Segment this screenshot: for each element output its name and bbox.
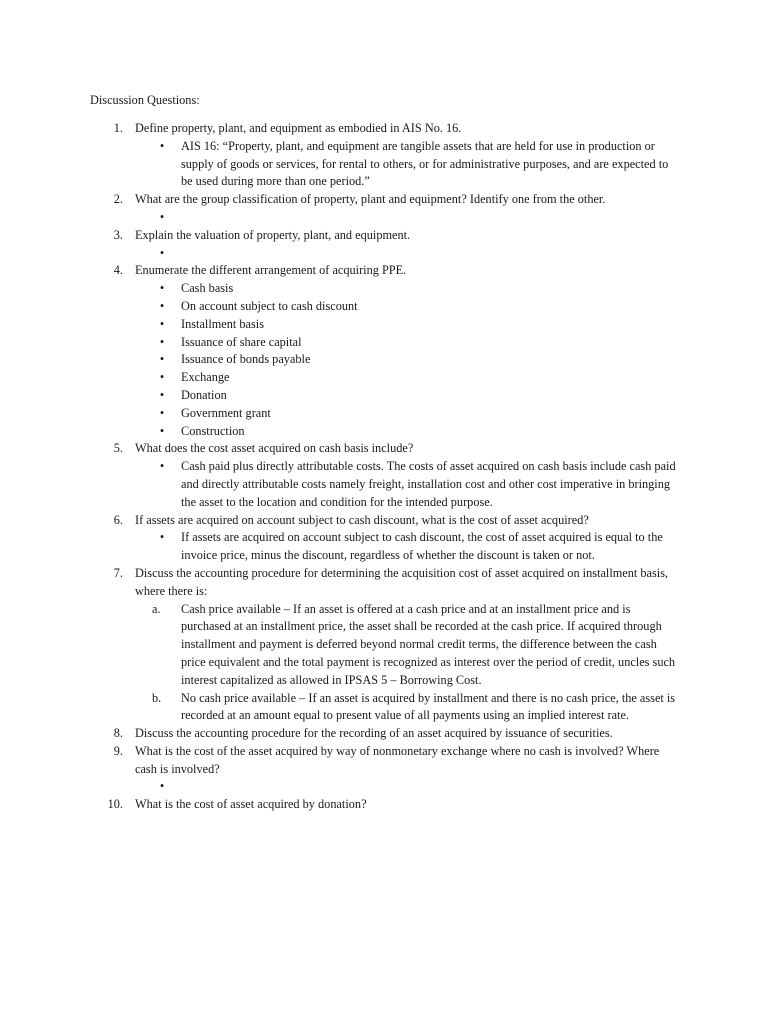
question-text: Discuss the accounting procedure for the recording of an asset acquired by issuance of securities. <box>135 726 613 741</box>
bullet-icon: • <box>159 209 165 224</box>
question-4 <box>0 262 675 280</box>
answer-text: Cash paid plus directly attributable costs. The costs of asset acquired on cash basis include cash paid and directly attributable costs namely freight, installation cost and other cost imperative in bringing the asset to the location and condition for the intended purpose. <box>181 459 676 509</box>
question-number: 3. <box>113 227 123 242</box>
question-list <box>0 120 768 814</box>
question-number: 2. <box>113 192 123 207</box>
question-10 <box>0 796 675 814</box>
list-item <box>0 369 676 387</box>
answer-bullet <box>0 458 676 511</box>
answer-bullet <box>0 778 676 796</box>
list-item-text: Cash basis <box>181 281 234 296</box>
list-item <box>0 280 676 298</box>
bullet-icon: • <box>159 352 165 367</box>
list-item <box>0 405 676 423</box>
question-number: 10. <box>107 797 123 812</box>
question-text: What is the cost of asset acquired by donation? <box>135 797 367 812</box>
answer-bullet <box>0 529 676 565</box>
list-item-text: Government grant <box>181 405 271 420</box>
bullet-icon: • <box>159 138 165 153</box>
list-item-text: On account subject to cash discount <box>181 298 358 313</box>
lettered-item-text: Cash price available – If an asset is offered at a cash price and at an installment price and is purchased at an installment price, the asset shall be recorded at the cash price. If acquired through installment and payment is deferred beyond normal credit terms, the difference between the cash price equivalent and the total payment is recognized as interest over the period of credit, uncles such interest capitalized as allowed in IPSAS 5 – Borrowing Cost. <box>181 601 676 687</box>
question-5 <box>0 440 675 458</box>
lettered-item-b <box>0 690 676 726</box>
item-letter: a. <box>152 601 161 616</box>
question-number: 8. <box>113 726 123 741</box>
question-number: 9. <box>113 743 123 758</box>
answer-bullet <box>0 209 676 227</box>
question-text: Define property, plant, and equipment as embodied in AIS No. 16. <box>135 121 462 135</box>
list-item-text: Exchange <box>181 370 230 385</box>
answer-bullet <box>0 138 676 191</box>
question-number: 4. <box>113 263 123 278</box>
question-6 <box>0 512 675 530</box>
bullet-icon: • <box>159 316 165 331</box>
answer-text: If assets are acquired on account subject to cash discount, the cost of asset acquired is equal to the invoice price, minus the discount, regardless of whether the discount is taken or not. <box>181 530 663 563</box>
question-number: 7. <box>113 565 123 580</box>
bullet-icon: • <box>159 530 165 545</box>
bullet-icon: • <box>159 779 165 794</box>
list-item-text: Issuance of share capital <box>181 334 302 349</box>
list-item-text: Construction <box>181 423 245 438</box>
bullet-icon: • <box>159 245 165 260</box>
question-text: Discuss the accounting procedure for determining the acquisition cost of asset acquired on installment basis, where there is: <box>135 565 669 598</box>
question-text: What are the group classification of property, plant and equipment? Identify one from the other. <box>135 192 606 207</box>
answer-bullet <box>0 245 676 263</box>
question-number: 6. <box>113 512 123 527</box>
question-number: 1. <box>113 121 123 135</box>
question-text: What is the cost of the asset acquired by way of nonmonetary exchange where no cash is involved? Where cash is involved? <box>135 743 660 776</box>
question-9 <box>0 743 675 779</box>
bullet-icon: • <box>159 370 165 385</box>
list-item-text: Donation <box>181 387 227 402</box>
list-item <box>0 387 676 405</box>
section-heading: Discussion Questions: <box>90 93 200 107</box>
bullet-icon: • <box>159 423 165 438</box>
bullet-icon: • <box>159 459 165 474</box>
bullet-icon: • <box>159 298 165 313</box>
bullet-icon: • <box>159 387 165 402</box>
question-3 <box>0 227 675 245</box>
question-8 <box>0 725 675 743</box>
item-letter: b. <box>152 690 162 705</box>
list-item <box>0 351 676 369</box>
bullet-icon: • <box>159 334 165 349</box>
list-item <box>0 316 676 334</box>
lettered-item-text: No cash price available – If an asset is acquired by installment and there is no cash price, the asset is recorded at an amount equal to present value of all payments using an implied interest rate. <box>181 690 676 723</box>
list-item <box>0 423 676 441</box>
list-item <box>0 334 676 352</box>
question-number: 5. <box>113 441 123 456</box>
question-text: Enumerate the different arrangement of acquiring PPE. <box>135 263 407 278</box>
lettered-item-a <box>0 601 676 690</box>
question-text: Explain the valuation of property, plant, and equipment. <box>135 227 411 242</box>
question-1 <box>0 120 675 138</box>
answer-text: AIS 16: “Property, plant, and equipment are tangible assets that are held for use in production or supply of goods or services, for rental to others, or for administrative purposes, and are expected to be used during more than one period.” <box>181 138 669 189</box>
bullet-icon: • <box>159 281 165 296</box>
question-2 <box>0 191 675 209</box>
question-7 <box>0 565 675 601</box>
list-item-text: Issuance of bonds payable <box>181 352 311 367</box>
list-item-text: Installment basis <box>181 316 264 331</box>
bullet-icon: • <box>159 405 165 420</box>
question-text: What does the cost asset acquired on cash basis include? <box>135 441 414 456</box>
question-text: If assets are acquired on account subject to cash discount, what is the cost of asset acquired? <box>135 512 589 527</box>
list-item <box>0 298 676 316</box>
